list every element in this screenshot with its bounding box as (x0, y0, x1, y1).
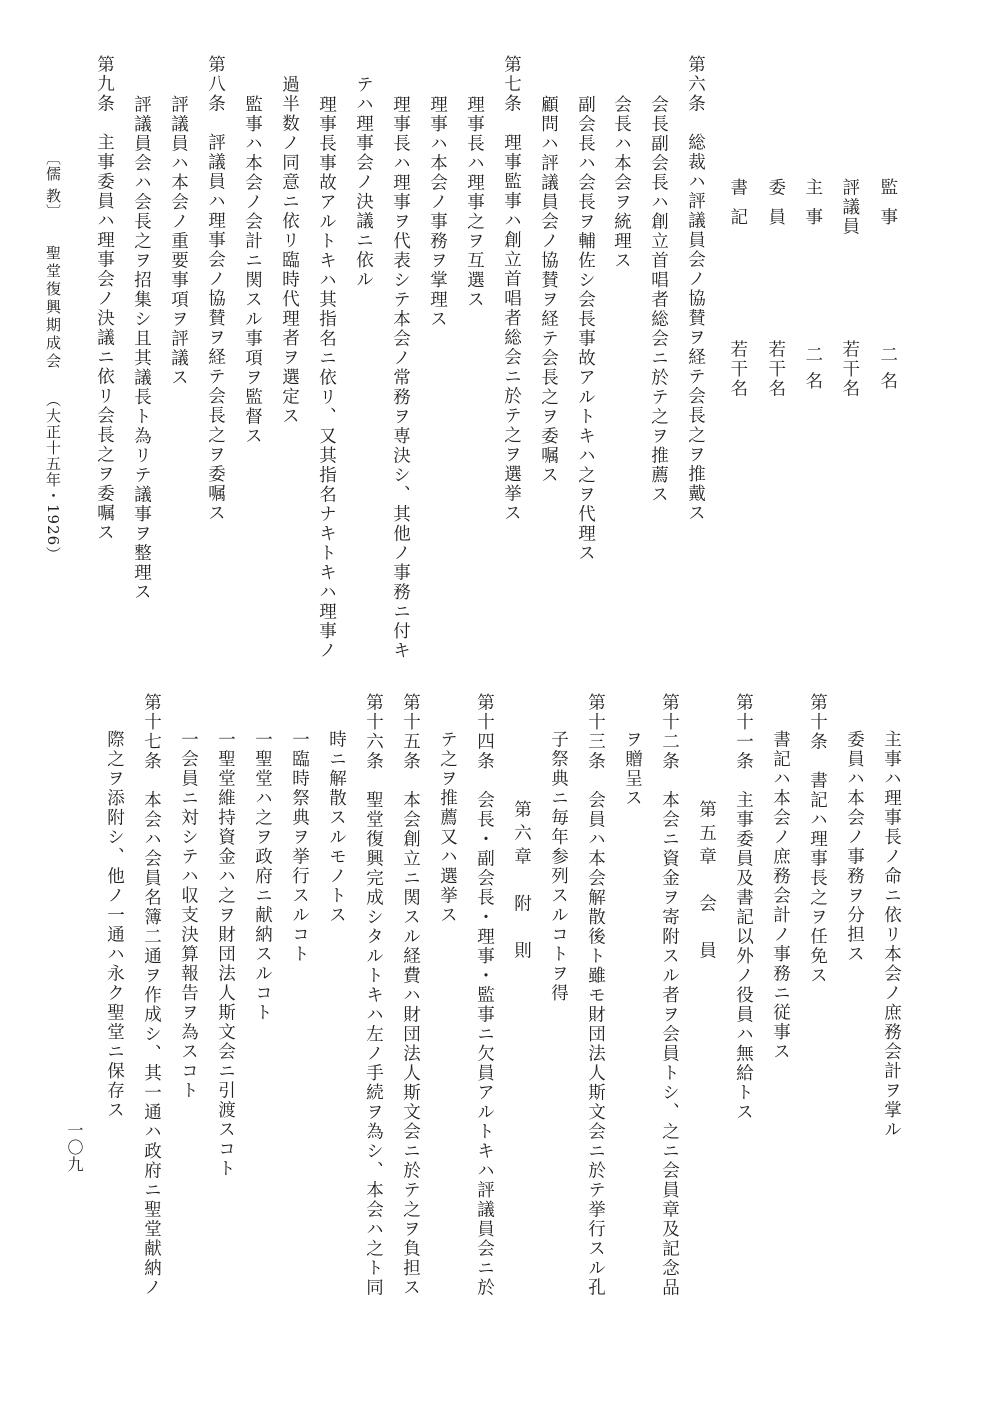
officer-title: 書記 (727, 178, 748, 237)
officer-count: 二名 (802, 345, 823, 398)
officer-kanji (876, 178, 898, 398)
chapter-heading: 第六章 附 則 (511, 800, 532, 965)
article-13: 第十三条 会員ハ本会解散後ト雖モ財団法人斯文会ニ於テ挙行スル孔 (585, 693, 606, 1298)
text-column: ヲ贈呈ス (622, 730, 643, 808)
text-column: 評議員ハ本会ノ重要事項ヲ評議ス (168, 95, 189, 388)
text-column: 副会長ハ会長ヲ輔佐シ会長事故アルトキハ之ヲ代理ス (575, 95, 596, 563)
officer-title: 主事 (802, 178, 823, 237)
article-12: 第十二条 本会ニ資金ヲ寄附スル者ヲ会員トシ、之ニ会員章及記念品 (659, 693, 680, 1298)
officer-hyogiin (838, 178, 860, 398)
text-column: 書記ハ本会ノ庶務会計ノ事務ニ従事ス (770, 730, 791, 1062)
text-column: 理事長ハ理事之ヲ互選ス (464, 95, 485, 310)
officer-count: 若干名 (839, 339, 860, 398)
officer-shuji (801, 178, 823, 398)
text-column: 会長副会長ハ創立首唱者総会ニ於テ之ヲ推薦ス (648, 95, 669, 505)
officer-title: 評議員 (839, 178, 860, 237)
footer-date: （大正十五年・1926） (44, 392, 62, 563)
text-column: 顧問ハ評議員会ノ協賛ヲ経テ会長之ヲ委嘱ス (538, 95, 559, 485)
officer-shoki (726, 178, 748, 398)
text-column: 一聖堂維持資金ハ之ヲ財団法人斯文会ニ引渡スコト (215, 730, 236, 1179)
text-column: 主事ハ理事長ノ命ニ依リ本会ノ庶務会計ヲ掌ル (881, 730, 902, 1140)
text-column: 一臨時祭典ヲ挙行スルコト (289, 730, 310, 964)
text-column: 際之ヲ添附シ、他ノ一通ハ永ク聖堂ニ保存ス (104, 730, 125, 1120)
text-column: 評議員会ハ会長之ヲ招集シ且其議長ト為リテ議事ヲ整理ス (131, 95, 152, 602)
officer-count: 若干名 (727, 339, 748, 398)
officer-title: 監事 (877, 178, 898, 237)
text-column: 理事ハ本会ノ事務ヲ掌理ス (427, 95, 448, 329)
text-column: 委員ハ本会ノ事務ヲ分担ス (844, 730, 865, 964)
article-6: 第六条 総裁ハ評議員会ノ協賛ヲ経テ会長之ヲ推戴ス (685, 55, 706, 523)
article-9: 第九条 主事委員ハ理事会ノ決議ニ依リ会長之ヲ委嘱ス (94, 55, 115, 543)
article-15: 第十五条 本会創立ニ関スル経費ハ財団法人斯文会ニ於テ之ヲ負担ス (400, 693, 421, 1298)
article-10: 第十条 書記ハ理事長之ヲ任免ス (807, 693, 828, 986)
officer-count: 二名 (877, 345, 898, 398)
article-14: 第十四条 会長・副会長・理事・監事ニ欠員アルトキハ評議員会ニ於 (474, 693, 495, 1298)
article-16: 第十六条 聖堂復興完成シタルトキハ左ノ手続ヲ為シ、本会ハ之ト同 (363, 693, 384, 1298)
text-column: テ之ヲ推薦又ハ選挙ス (437, 730, 458, 925)
text-column: 過半数ノ同意ニ依リ臨時代理者ヲ選定ス (279, 75, 300, 426)
page-number: 一〇九 (65, 1122, 84, 1173)
text-column: 理事長事故アルトキハ其指名ニ依リ、又其指名ナキトキハ理事ノ (316, 95, 337, 661)
text-column: 子祭典ニ毎年参列スルコトヲ得 (548, 730, 569, 1003)
article-17: 第十七条 本会ハ会員名簿二通ヲ作成シ、其一通ハ政府ニ聖堂献納ノ (141, 693, 162, 1298)
text-column: 理事長ハ理事ヲ代表シテ本会ノ常務ヲ専決シ、其他ノ事務ニ付キ (390, 95, 411, 661)
article-7: 第七条 理事監事ハ創立首唱者総会ニ於テ之ヲ選挙ス (501, 55, 522, 523)
chapter-heading: 第五章 会 員 (696, 800, 717, 965)
text-column: 会長ハ本会ヲ統理ス (611, 95, 632, 271)
footer-section: 〔儒 教〕 (44, 150, 62, 220)
text-column: 一会員ニ対シテハ収支決算報告ヲ為スコト (178, 730, 199, 1101)
officer-iin (764, 178, 786, 398)
text-column: テハ理事会ノ決議ニ依ル (353, 75, 374, 290)
text-column: 一聖堂ハ之ヲ政府ニ献納スルコト (252, 730, 273, 1023)
article-11: 第十一条 主事委員及書記以外ノ役員ハ無給トス (733, 693, 754, 1122)
footer-title: 聖堂復興期成会 (44, 245, 62, 371)
officer-title: 委員 (765, 178, 786, 237)
officer-count: 若干名 (765, 339, 786, 398)
text-column: 時ニ解散スルモノトス (326, 730, 347, 925)
article-8: 第八条 評議員ハ理事会ノ協賛ヲ経テ会長之ヲ委嘱ス (205, 55, 226, 523)
text-column: 監事ハ本会ノ会計ニ関スル事項ヲ監督ス (242, 95, 263, 446)
